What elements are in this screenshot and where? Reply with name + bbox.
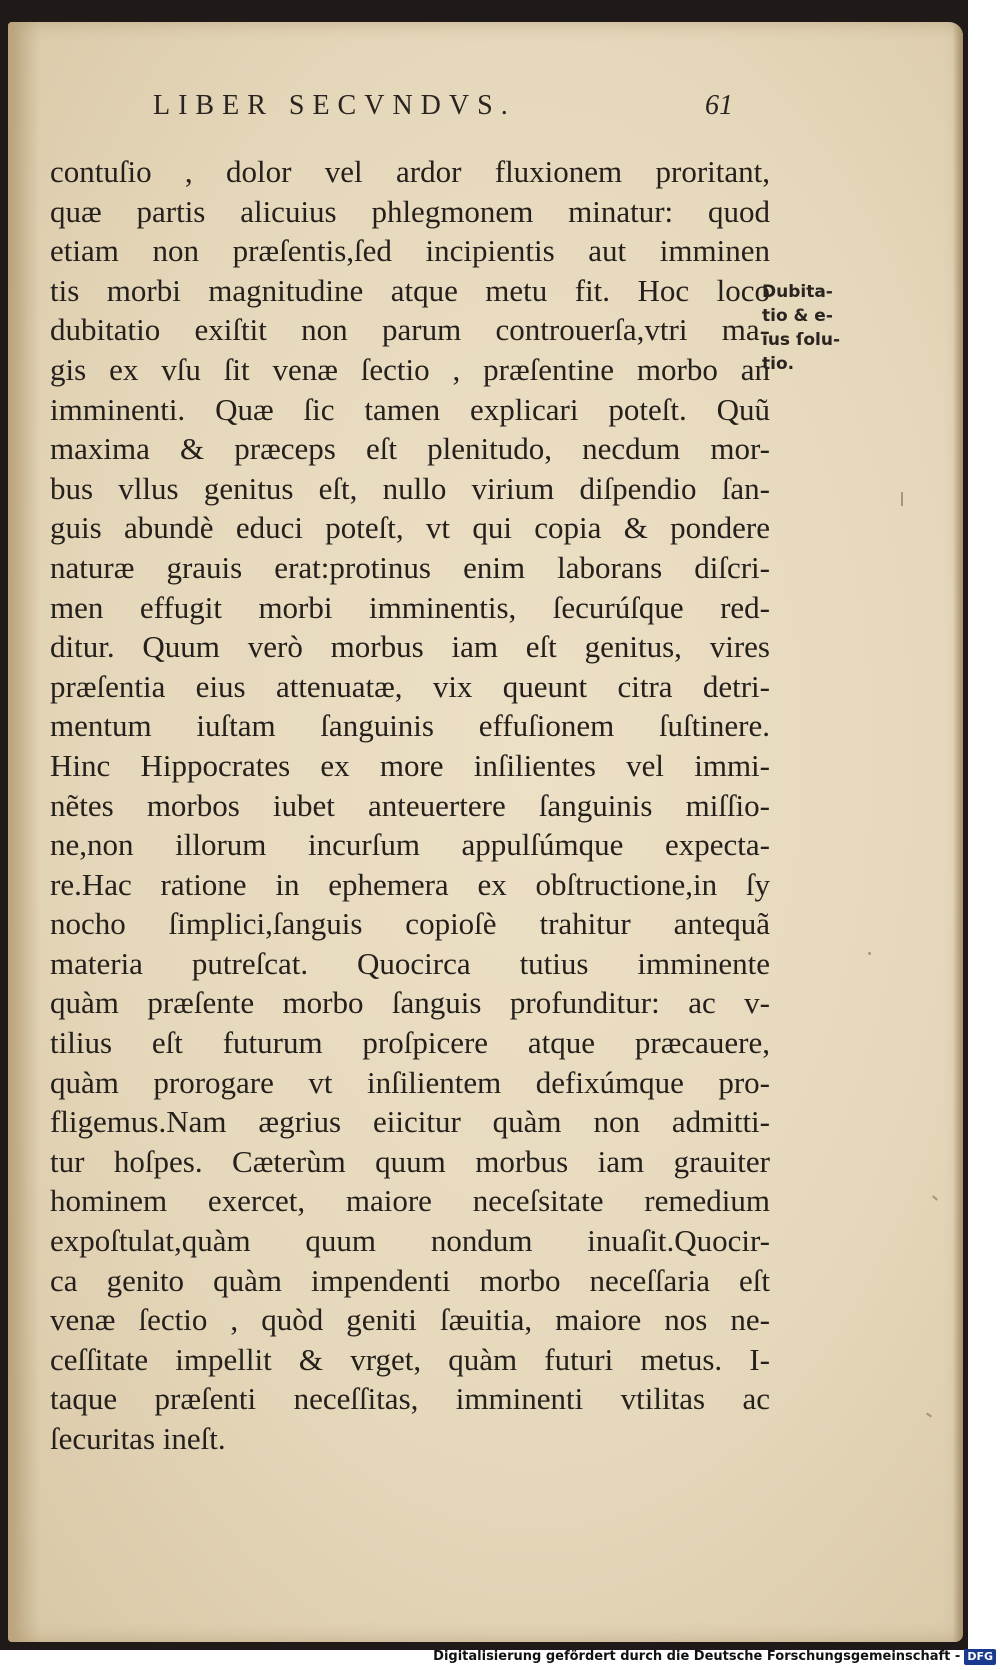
text-line: materia putreſcat. Quocirca tutius imminente bbox=[50, 945, 770, 981]
marginal-note-line: tio & e- bbox=[762, 306, 833, 326]
text-line: contuſio , dolor vel ardor fluxionem proritant, bbox=[50, 154, 770, 189]
running-title: LIBER SECVNDVS. bbox=[153, 90, 516, 121]
text-line: præſentia eius attenuatæ, vix queunt citra detri- bbox=[50, 668, 770, 704]
running-head bbox=[153, 90, 733, 134]
paper-speck bbox=[901, 492, 903, 506]
text-line: venæ ſectio , quòd geniti ſæuitia, maiore nos ne- bbox=[50, 1302, 770, 1338]
book-page bbox=[8, 22, 963, 1642]
text-line: Hinc Hippocrates ex more inſilientes vel immi- bbox=[50, 747, 770, 783]
text-line: men effugit morbi imminentis, ſecurúſque red- bbox=[50, 589, 770, 625]
text-line: etiam non præſentis,ſed incipientis aut imminen bbox=[50, 233, 770, 269]
text-line: maxima & præceps eſt plenitudo, necdum mor- bbox=[50, 431, 770, 467]
text-line: ceſſitate impellit & vrget, quàm futuri metus. I- bbox=[50, 1341, 770, 1377]
page-number: 61 bbox=[705, 90, 733, 121]
text-line: quàm præſente morbo ſanguis profunditur: ac v- bbox=[50, 985, 770, 1021]
text-line: gis ex vſu ſit venæ ſectio , præſentine morbo an bbox=[50, 351, 770, 387]
marginal-note bbox=[762, 280, 857, 376]
text-line: tis morbi magnitudine atque metu fit. Hoc loco bbox=[50, 272, 770, 308]
text-line: ne,non illorum incurſum appulſúmque expecta- bbox=[50, 827, 770, 863]
credit-text: Digitalisierung gefördert durch die Deutsche Forschungsgemeinschaft - bbox=[433, 1649, 961, 1664]
text-line: hominem exercet, maiore neceſsitate remedium bbox=[50, 1183, 770, 1219]
main-text-block bbox=[50, 152, 770, 1459]
text-line: bus vllus genitus eſt, nullo virium diſpendio ſan- bbox=[50, 470, 770, 506]
text-line: re.Hac ratione in ephemera ex obſtructione,in ſy bbox=[50, 866, 770, 902]
text-line: mentum iuſtam ſanguinis effuſionem ſuſtinere. bbox=[50, 708, 770, 744]
text-line: ſecuritas ineſt. bbox=[50, 1421, 226, 1456]
paper-speck bbox=[926, 1412, 932, 1417]
text-line: ca genito quàm impendenti morbo neceſſaria eſt bbox=[50, 1262, 770, 1298]
text-line: taque præſenti neceſſitas, imminenti vtilitas ac bbox=[50, 1381, 770, 1417]
text-line: nẽtes morbos iubet anteuertere ſanguinis miſſio- bbox=[50, 787, 770, 823]
marginal-note-line: ius ſolu- bbox=[762, 330, 841, 350]
text-line: nocho ſimplici,ſanguis copioſè trahitur antequã bbox=[50, 906, 770, 942]
marginal-note-line: Dubita- bbox=[762, 282, 833, 302]
text-line: guis abundè educi poteſt, vt qui copia & pondere bbox=[50, 510, 770, 546]
digitization-credit bbox=[433, 1644, 996, 1670]
page-edge-shadow bbox=[953, 22, 963, 1642]
text-line: naturæ grauis erat:protinus enim laborans diſcri- bbox=[50, 549, 770, 585]
text-line: tilius eſt futurum proſpicere atque præcauere, bbox=[50, 1025, 770, 1061]
marginal-note-line: tio. bbox=[762, 354, 795, 374]
text-line: quæ partis alicuius phlegmonem minatur: quod bbox=[50, 193, 770, 229]
text-line: imminenti. Quæ ſic tamen explicari poteſt. Quũ bbox=[50, 391, 770, 427]
text-line: quàm prorogare vt inſilientem defixúmque pro- bbox=[50, 1064, 770, 1100]
paper-speck bbox=[868, 952, 871, 955]
page-gutter-shadow bbox=[8, 22, 40, 1642]
text-line: fligemus.Nam ægrius eiicitur quàm non admitti- bbox=[50, 1104, 770, 1140]
text-line: dubitatio exiſtit non parum controuerſa,vtri ma- bbox=[50, 312, 770, 348]
text-line: expoſtulat,quàm quum nondum inuaſit.Quocir- bbox=[50, 1223, 770, 1259]
dfg-logo: DFG bbox=[964, 1649, 996, 1665]
text-line: tur hoſpes. Cæterùm quum morbus iam grauiter bbox=[50, 1143, 770, 1179]
text-line: ditur. Quum verò morbus iam eſt genitus, vires bbox=[50, 629, 770, 665]
paper-speck bbox=[932, 1195, 938, 1200]
